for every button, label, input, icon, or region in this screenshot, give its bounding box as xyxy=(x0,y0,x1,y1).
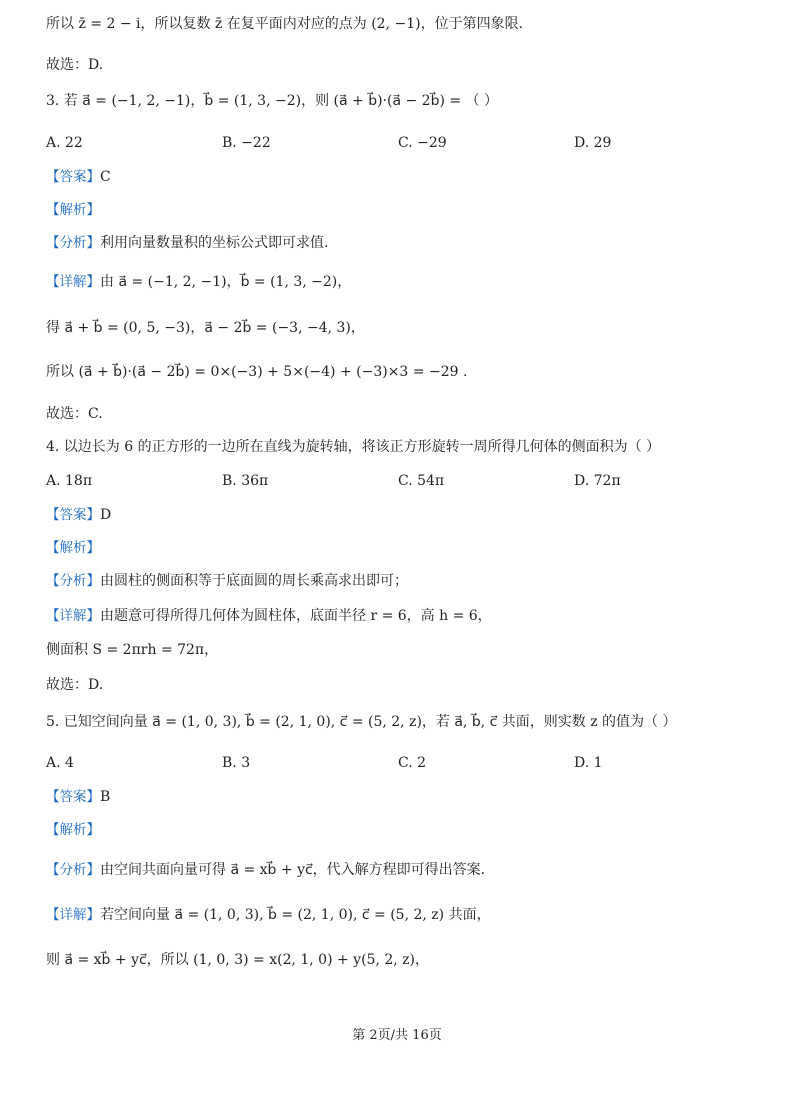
answer-line xyxy=(46,505,111,525)
option-a: A. 18π xyxy=(46,473,93,489)
fenxi-line xyxy=(46,571,408,591)
page-footer: 第 2页/共 16页 xyxy=(352,1028,442,1043)
analysis-tag: 【解析】 xyxy=(46,202,100,218)
xiangjie-line xyxy=(46,272,351,292)
fenxi-text: 利用向量数量积的坐标公式即可求值. xyxy=(100,235,329,251)
fenxi-tag: 【分析】 xyxy=(46,235,100,251)
option-b: B. −22 xyxy=(222,135,271,151)
answer-line xyxy=(46,167,111,187)
fenxi-tag: 【分析】 xyxy=(46,862,100,878)
fenxi-text: 由空间共面向量可得 a⃗ = xb⃗ + yc⃗，代入解方程即可得出答案. xyxy=(100,862,486,878)
fenxi-line xyxy=(46,860,485,880)
analysis-line xyxy=(46,200,100,220)
analysis-line xyxy=(46,820,100,840)
question-5: 5. 已知空间向量 a⃗ = (1, 0, 3), b⃗ = (2, 1, 0), c⃗ = (5, 2, z)，若 a⃗, b⃗, c⃗ 共面，则实数 z 的值为（ ） xyxy=(46,714,677,730)
answer-value: B xyxy=(100,789,111,805)
option-c: C. −29 xyxy=(398,135,447,151)
fenxi-text: 由圆柱的侧面积等于底面圆的周长乘高求出即可； xyxy=(100,573,408,589)
xiangjie-text: 若空间向量 a⃗ = (1, 0, 3), b⃗ = (2, 1, 0), c⃗ = (5, 2, z) 共面， xyxy=(100,907,491,923)
solution-step: 侧面积 S = 2πrh = 72π， xyxy=(46,642,219,658)
xiangjie-tag: 【详解】 xyxy=(46,608,100,624)
answer-value: D xyxy=(100,507,112,523)
option-c: C. 54π xyxy=(398,473,445,489)
xiangjie-text: 由题意可得所得几何体为圆柱体，底面半径 r = 6，高 h = 6， xyxy=(100,608,492,624)
text-line: 故选：D. xyxy=(46,57,104,73)
option-c: C. 2 xyxy=(398,755,427,771)
fenxi-tag: 【分析】 xyxy=(46,573,100,589)
analysis-tag: 【解析】 xyxy=(46,822,100,838)
option-d: D. 72π xyxy=(574,473,621,489)
answer-tag: 【答案】 xyxy=(46,169,100,185)
xiangjie-tag: 【详解】 xyxy=(46,274,100,290)
question-3: 3. 若 a⃗ = (−1, 2, −1)，b⃗ = (1, 3, −2)，则 (a⃗ + b⃗)·(a⃗ − 2b⃗) = （ ） xyxy=(46,93,498,109)
solution-step: 则 a⃗ = xb⃗ + yc⃗，所以 (1, 0, 3) = x(2, 1, 0) + y(5, 2, z)， xyxy=(46,952,430,968)
choose-line: 故选：D. xyxy=(46,677,104,693)
xiangjie-text: 由 a⃗ = (−1, 2, −1)，b⃗ = (1, 3, −2)， xyxy=(100,274,352,290)
fenxi-line xyxy=(46,233,328,253)
answer-value: C xyxy=(100,169,111,185)
answer-line xyxy=(46,787,110,807)
option-b: B. 36π xyxy=(222,473,269,489)
text-line: 所以 z̄ = 2 − i，所以复数 z̄ 在复平面内对应的点为 (2, −1)，位于第四象限. xyxy=(46,16,524,32)
answer-tag: 【答案】 xyxy=(46,789,100,805)
xiangjie-tag: 【详解】 xyxy=(46,907,100,923)
option-d: D. 29 xyxy=(574,135,612,151)
analysis-tag: 【解析】 xyxy=(46,540,100,556)
solution-step: 得 a⃗ + b⃗ = (0, 5, −3)，a⃗ − 2b⃗ = (−3, −4, 3)， xyxy=(46,320,365,336)
question-4: 4. 以边长为 6 的正方形的一边所在直线为旋转轴，将该正方形旋转一周所得几何体的侧面积为（ ） xyxy=(46,439,661,455)
option-a: A. 4 xyxy=(46,755,74,771)
analysis-line xyxy=(46,538,100,558)
choose-line: 故选：C. xyxy=(46,406,103,422)
option-b: B. 3 xyxy=(222,755,251,771)
option-a: A. 22 xyxy=(46,135,83,151)
answer-tag: 【答案】 xyxy=(46,507,100,523)
xiangjie-line xyxy=(46,905,491,925)
xiangjie-line xyxy=(46,606,492,626)
option-d: D. 1 xyxy=(574,755,603,771)
solution-step: 所以 (a⃗ + b⃗)·(a⃗ − 2b⃗) = 0×(−3) + 5×(−4) + (−3)×3 = −29 . xyxy=(46,364,468,380)
